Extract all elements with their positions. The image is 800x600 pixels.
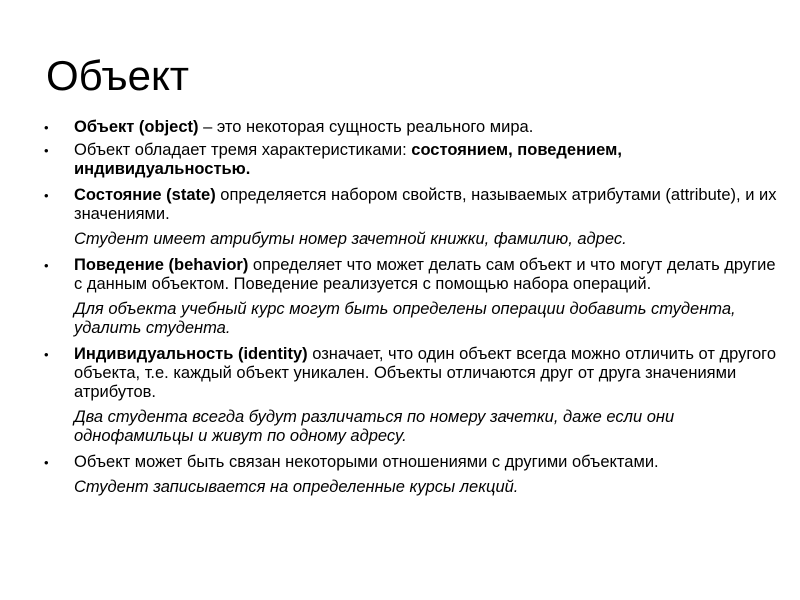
bullet-marker: •	[44, 188, 49, 203]
term-object: Объект (object)	[74, 118, 199, 136]
example-relations: Студент записывается на определенные курсы лекций.	[74, 478, 519, 496]
example-identity: Два студента всегда будут различаться по номеру зачетки, даже если они однофамильцы и живут по одному адресу.	[74, 408, 675, 445]
slide-content	[44, 118, 784, 497]
term-identity: Индивидуальность (identity)	[74, 345, 308, 363]
bullet-characteristics	[44, 141, 784, 179]
bullet-identity	[44, 345, 784, 402]
example-state: Студент имеет атрибуты номер зачетной книжки, фамилию, адрес.	[74, 230, 627, 248]
characteristics-text: Объект обладает тремя характеристиками:	[74, 141, 412, 159]
example-behavior: Для объекта учебный курс могут быть определены операции добавить студента, удалить студента.	[74, 300, 736, 337]
bullet-marker: •	[44, 455, 49, 470]
identity-text: означает, что один объект всегда можно отличить от другого объекта, т.е. каждый объект уникален. Объекты отличаются друг от друга значениями атрибутов.	[74, 345, 777, 401]
bullet-marker: •	[44, 347, 49, 362]
bullet-object-definition	[44, 118, 784, 137]
characteristics-list: состоянием, поведением, индивидуальностью.	[74, 141, 622, 178]
term-behavior: Поведение (behavior)	[74, 256, 249, 274]
bullet-marker: •	[44, 143, 49, 158]
relations-text: Объект может быть связан некоторыми отношениями с другими объектами.	[74, 453, 659, 471]
slide-title: Объект	[46, 52, 190, 99]
state-text: определяется набором свойств, называемых атрибутами (attribute), и их значениями.	[74, 186, 777, 223]
behavior-text: определяет что может делать сам объект и что могут делать другие с данным объектом. Поведение реализуется с помощью набора операций.	[74, 256, 776, 293]
bullet-behavior	[44, 256, 784, 294]
term-state: Состояние (state)	[74, 186, 216, 204]
bullet-state	[44, 186, 784, 224]
bullet-relations	[44, 453, 784, 472]
definition-text: – это некоторая сущность реального мира.	[198, 118, 534, 136]
bullet-marker: •	[44, 258, 49, 273]
bullet-marker: •	[44, 120, 49, 135]
